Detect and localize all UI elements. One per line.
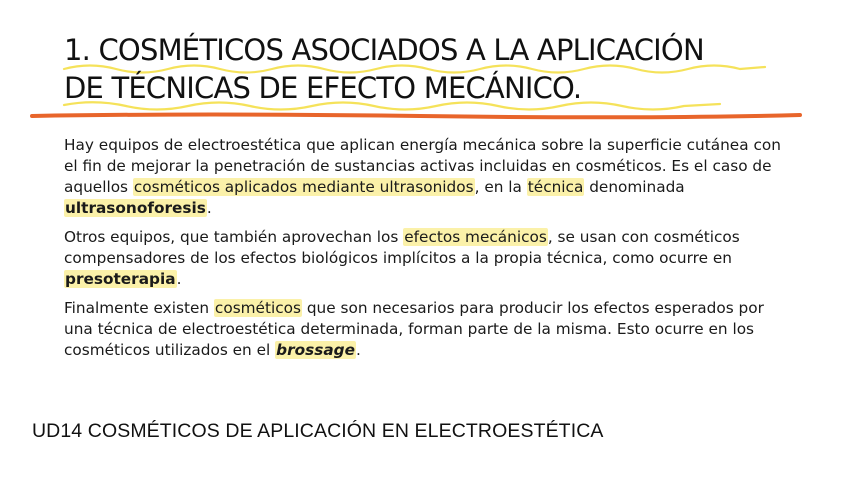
body-text bbox=[64, 135, 784, 369]
p1-highlight-ultrasonidos: cosméticos aplicados mediante ultrasonidos bbox=[133, 178, 474, 196]
p3-highlight-cosmeticos: cosméticos bbox=[214, 299, 301, 317]
p3-text-3: . bbox=[356, 341, 361, 359]
paragraph-1 bbox=[64, 135, 784, 219]
p1-highlight-tecnica: técnica bbox=[527, 178, 584, 196]
p1-highlight-ultrasonoforesis: ultrasonoforesis bbox=[65, 199, 206, 217]
paragraph-3 bbox=[64, 298, 784, 361]
p2-highlight-presoterapia: presoterapia bbox=[65, 270, 176, 288]
p3-highlight-brossage: brossage bbox=[276, 341, 356, 359]
p1-text-4: . bbox=[206, 199, 212, 217]
p2-highlight-efectos-mecanicos: efectos mecánicos bbox=[404, 228, 547, 246]
p1-text-1: Hay equipos de electroestética que aplican energía mecánica sobre la superficie cutánea con el fin de mejorar la penetración de sustancias activas incluidas en cosméticos. Es el caso de aquellos bbox=[64, 136, 781, 196]
p3-text-2: que son necesarios para producir los efectos esperados por una técnica de electroestética determinada, forman parte de la misma. Esto ocurre en los cosméticos utilizados en el bbox=[64, 299, 764, 359]
title-line-2: DE TÉCNICAS DE EFECTO MECÁNICO. bbox=[64, 71, 582, 105]
title-line-1: 1. COSMÉTICOS ASOCIADOS A LA APLICACIÓN bbox=[64, 33, 704, 67]
p2-text-2: , se usan con cosméticos compensadores de los efectos biológicos implícitos a la propia técnica, como ocurre en bbox=[64, 228, 740, 267]
p3-text-1: Finalmente existen bbox=[64, 299, 214, 317]
p2-text-3: . bbox=[176, 270, 182, 288]
p1-text-3: denominada bbox=[584, 178, 685, 196]
p2-text-1: Otros equipos, que también aprovechan los bbox=[64, 228, 404, 246]
slide-title bbox=[64, 31, 804, 107]
p1-text-2: , en la bbox=[474, 178, 527, 196]
footer-unit-title: UD14 COSMÉTICOS DE APLICACIÓN EN ELECTROESTÉTICA bbox=[32, 420, 604, 442]
orange-underline bbox=[32, 115, 800, 118]
paragraph-2 bbox=[64, 227, 784, 290]
